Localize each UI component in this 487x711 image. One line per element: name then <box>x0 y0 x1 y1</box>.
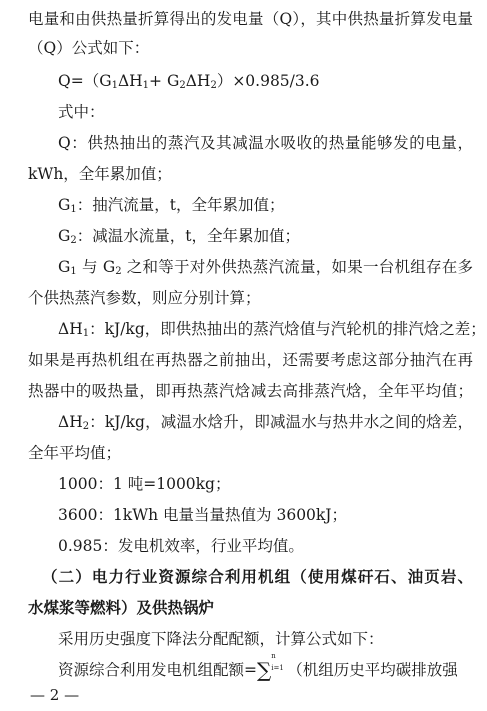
g-sum-line: $G_1$ 与 $G_2$ 之和等于对外供热蒸汽流量，如果一台机组存在多 <box>58 258 473 277</box>
g1-definition: $G_1$：抽汽流量，t，全年累加值； <box>58 196 285 215</box>
sigma-symbol: ∑ <box>257 658 272 682</box>
text-line: 采用历史强度下降法分配配额，计算公式如下： <box>58 630 384 648</box>
text-line: Q：供热抽出的蒸汽及其减温水吸收的热量能够发的电量， <box>58 134 473 152</box>
dh1-definition: $\Delta H_1$：kJ/kg，即供热抽出的蒸汽焓值与汽轮机的排汽焓之差； <box>58 320 486 339</box>
page-number: — 2 — <box>30 686 80 704</box>
section-heading: （二）电力行业资源综合利用机组（使用煤矸石、油页岩、 <box>42 567 473 586</box>
text-line: （Q）公式如下： <box>28 39 150 57</box>
text-line: 个供热蒸汽参数，则应分别计算； <box>28 289 261 307</box>
text-line: 如果是再热机组在再热器之前抽出，还需要考虑这部分抽汽在再 <box>28 351 473 369</box>
g2-definition: $G_2$：减温水流量，t，全年累加值； <box>58 227 300 246</box>
text-line: 热器中的吸热量，即再热蒸汽焓减去高排蒸汽焓，全年平均值； <box>28 382 473 400</box>
text-line: 0.985：发电机效率，行业平均值。 <box>58 537 304 555</box>
text-line: 3600：1kWh 电量当量热值为 3600kJ； <box>58 506 348 524</box>
allocation-formula-line: 资源综合利用发电机组配额=∑ n i=1 （机组历史平均碳排放强 <box>58 652 458 682</box>
text-line: 式中： <box>58 103 105 121</box>
sigma-limits: n i=1 <box>271 652 284 672</box>
text-line: kWh，全年累加值； <box>28 165 172 183</box>
dh2-definition: $\Delta H_2$：kJ/kg，减温水焓升，即减温水与热井水之间的焓差， <box>58 413 473 432</box>
text-line: 电量和由供热量折算得出的发电量（Q），其中供热量折算发电量 <box>28 10 473 28</box>
text-line: 1000：1 吨=1000kg； <box>58 475 231 493</box>
section-heading-cont: 水煤浆等燃料）及供热锅炉 <box>28 598 215 617</box>
text-line: 全年平均值； <box>28 444 122 462</box>
formula-line: $Q=(G_1\Delta H_1+ G_2\Delta H_2)\times 0.985/3.6$ <box>58 72 320 91</box>
